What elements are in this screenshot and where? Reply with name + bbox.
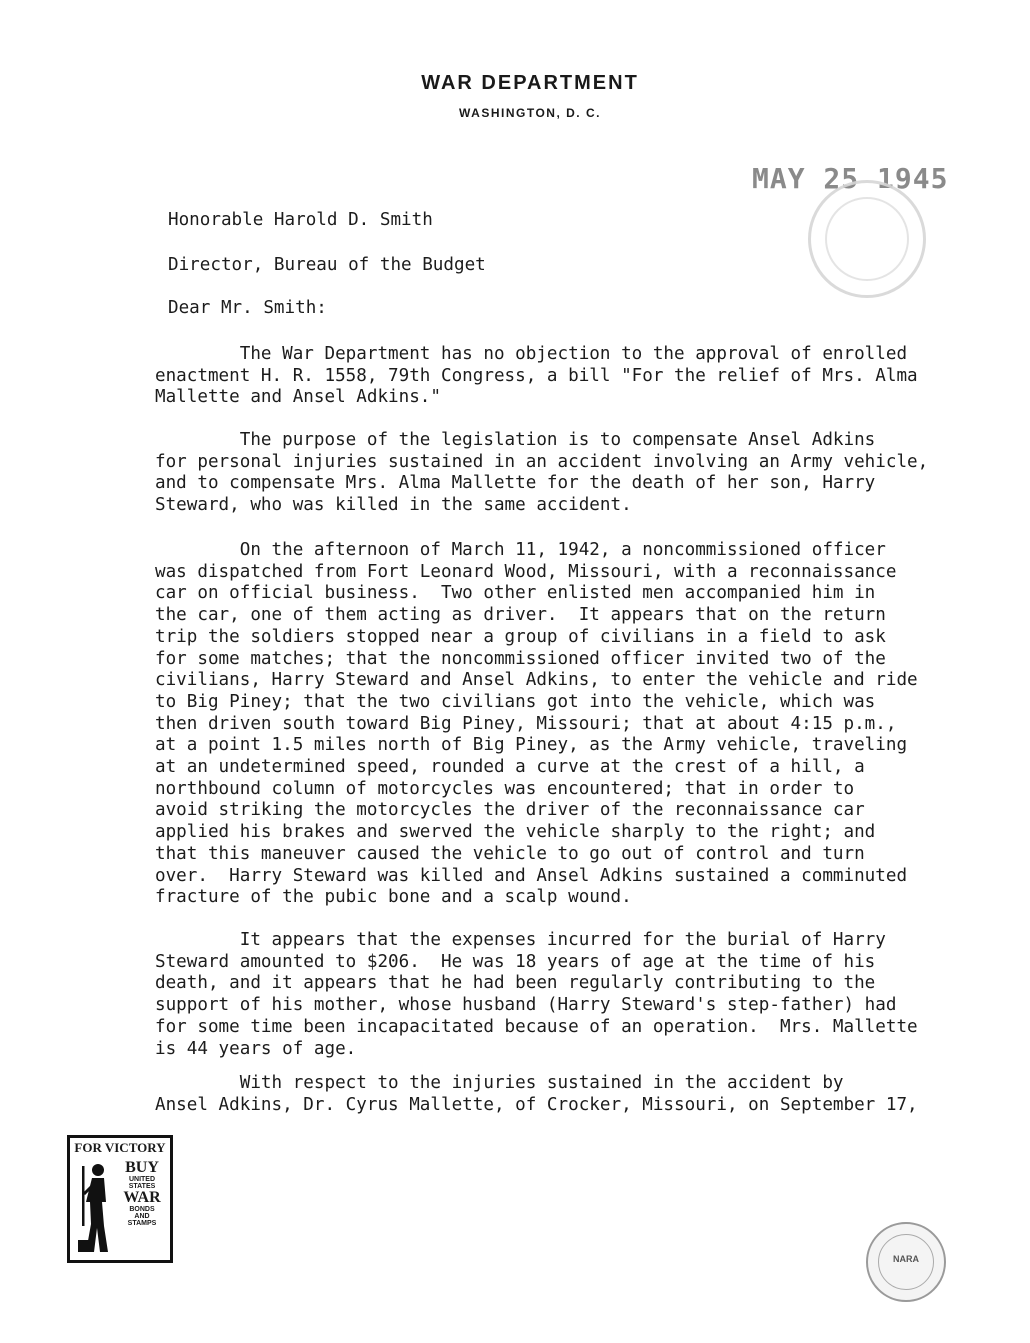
letterhead-city: WASHINGTON, D. C.: [459, 106, 601, 120]
library-seal: [808, 180, 926, 298]
stamp-and: AND: [134, 1213, 150, 1220]
addressee-name: Honorable Harold D. Smith: [168, 210, 433, 230]
archive-seal-text: NARA: [893, 1254, 919, 1264]
addressee-title: Director, Bureau of the Budget: [168, 255, 486, 275]
paragraph-3: On the afternoon of March 11, 1942, a noncommissioned officer was dispatched from Fort Leonard Wood, Missouri, with a reconnaissance car on official business. Two other enlisted men accompanied him in the car, one of them acting as driver. It appears that on the return trip the soldiers stopped near a group of civilians in a field to ask for some matches; that the noncommissioned officer invited two of the civilians, Harry Steward and Ansel Adkins, to enter the vehicle and ride to Big Piney; that the two civilians got into the vehicle, which was then driven south toward Big Piney, Missouri; that at about 4:15 p.m., at a point 1.5 miles north of Big Piney, as the Army vehicle, traveling at an undetermined speed, rounded a curve at the crest of a hill, a northbound column of motorcycles was encountered; that in order to avoid striking the motorcycles the driver of the reconnaissance car applied his brakes and swerved the vehicle sharply to the right; and that this maneuver caused the vehicle to go out of control and turn over. Harry Steward was killed and Ansel Adkins sustained a comminuted fracture of the pubic bone and a scalp wound.: [155, 540, 918, 908]
paragraph-4: It appears that the expenses incurred for the burial of Harry Steward amounted to $206. He was 18 years of age at the time of his death, and it appears that he had been regularly contributing to the support of his mother, whose husband (Harry Steward's step-father) had for some time been incapacitated because of an operation. Mrs. Mallette is 44 years of age.: [155, 930, 918, 1059]
war-bonds-stamp-top: FOR VICTORY: [74, 1140, 166, 1155]
stamp-buy: BUY: [125, 1159, 159, 1176]
war-bonds-stamp: [67, 1135, 173, 1263]
letterhead-department: WAR DEPARTMENT: [421, 72, 639, 94]
stamp-stamps: STAMPS: [127, 1220, 157, 1227]
paragraph-1: The War Department has no objection to the approval of enrolled enactment H. R. 1558, 79th Congress, a bill "For the relief of Mrs. Alma Mallette and Ansel Adkins.": [155, 344, 918, 408]
stamp-states: STATES: [128, 1183, 156, 1190]
minuteman-icon: [74, 1156, 118, 1256]
archive-seal: [866, 1222, 946, 1302]
war-bonds-stamp-text: [116, 1160, 168, 1227]
paragraph-2: The purpose of the legislation is to compensate Ansel Adkins for personal injuries sustained in an accident involving an Army vehicle, and to compensate Mrs. Alma Mallette for the death of her son, Harry Steward, who was killed in the same accident.: [155, 430, 929, 516]
date-stamp: MAY 25 1945: [752, 162, 949, 195]
paragraph-5: With respect to the injuries sustained in the accident by Ansel Adkins, Dr. Cyrus Mallette, of Crocker, Missouri, on September 17,: [155, 1073, 918, 1115]
stamp-war: WAR: [123, 1189, 161, 1206]
stamp-bonds: BONDS: [129, 1206, 155, 1213]
stamp-united: UNITED: [128, 1176, 156, 1183]
salutation: Dear Mr. Smith:: [168, 298, 327, 318]
